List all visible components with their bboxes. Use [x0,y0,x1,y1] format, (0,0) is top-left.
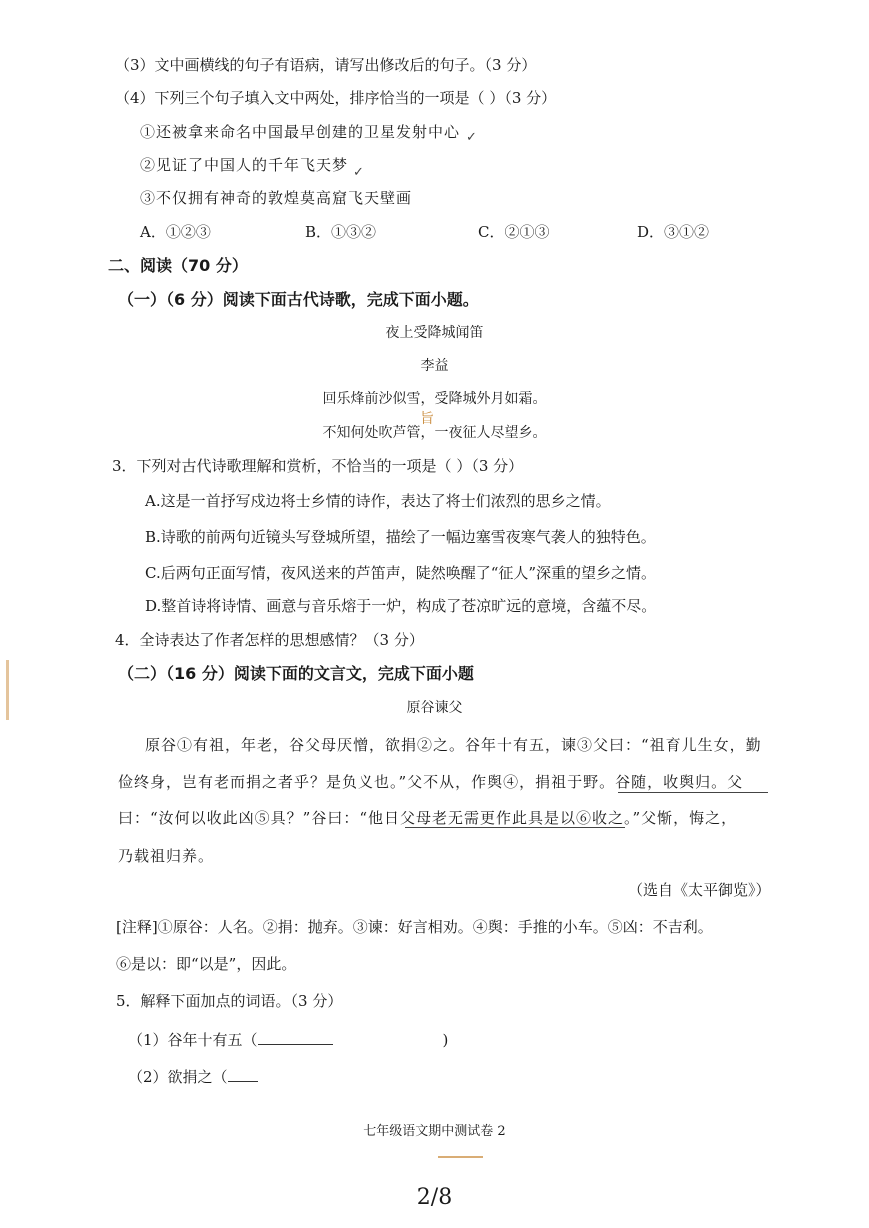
question-4-option-a: A．①②③ [140,223,211,241]
answer-blank[interactable] [228,1067,258,1082]
section-2-heading: 二、阅读（70 分） [108,256,248,275]
checkmark-icon: ✓ [466,130,477,145]
part-1-heading: （一）（6 分）阅读下面古代诗歌，完成下面小题。 [118,290,479,309]
question-5-item-2: （2）欲捐之（ [128,1067,258,1087]
poem-author: 李益 [420,358,449,374]
question-3-option-a: A.这是一首抒写戍边将士乡情的诗作，表达了将士们浓烈的思乡之情。 [145,492,611,510]
prose-title: 原谷谏父 [406,700,463,716]
page-number: 2/8 [416,1185,453,1210]
prose-line-4: 乃载祖归养。 [118,847,215,865]
poem-line-2: 不知何处吹芦管，一夜征人尽望乡。 [322,425,547,441]
prose-source: （选自《太平御览》） [628,881,771,899]
question-4-stem: （4）下列三个句子填入文中两处，排序恰当的一项是（ ）（3 分） [115,89,557,107]
question-4-option-c: C．②①③ [478,223,550,241]
sentence-underline [405,827,625,828]
question-3-partial: （3）文中画横线的句子有语病，请写出修改后的句子。（3 分） [115,56,537,74]
poem-line-1: 回乐烽前沙似雪，受降城外月如霜。 [322,391,547,407]
scan-ink-mark [438,1150,483,1158]
question-3-option-b: B.诗歌的前两句近镜头写登城所望，描绘了一幅边塞雪夜寒气袭人的独特色。 [145,528,656,546]
question-4-option-b: B．①③② [305,223,377,241]
checkmark-icon: ✓ [353,165,364,180]
question-4-item-3: ③不仅拥有神奇的敦煌莫高窟飞天壁画 [140,189,413,207]
question-4-poem: 4．全诗表达了作者怎样的思想感情？（3 分） [115,631,424,649]
question-4-item-1: ①还被拿来命名中国最早创建的卫星发射中心 [140,123,461,141]
question-4-option-d: D．③①② [637,223,710,241]
question-3-option-c: C.后两句正面写情，夜风送来的芦笛声，陡然唤醒了“征人”深重的望乡之情。 [145,564,657,582]
exam-footer-title: 七年级语文期中测试卷 2 [363,1124,506,1139]
prose-line-1: 原谷①有祖，年老，谷父母厌憎，欲捐②之。谷年十有五，谏③父曰：“祖育儿生女，勤 [145,736,762,754]
annotation-line-2: ⑥是以：即“以是”，因此。 [116,955,297,973]
question-3-option-d: D.整首诗将诗情、画意与音乐熔于一炉，构成了苍凉旷远的意境，含蕴不尽。 [145,597,657,615]
annotation-line-1: [注释]①原谷：人名。②捐：抛弃。③谏：好言相劝。④舆：手推的小车。⑤凶：不吉利。 [116,918,713,936]
question-3-stem: 3．下列对古代诗歌理解和赏析，不恰当的一项是（ ）（3 分） [112,457,524,475]
handwritten-annotation: 旨 [420,411,434,427]
poem-title: 夜上受降城闻笛 [385,325,484,341]
question-5-item-1: （1）谷年十有五（ ) [128,1031,449,1049]
scan-margin-mark [6,660,9,720]
sentence-underline [618,792,768,793]
prose-line-3: 曰：“汝何以收此凶⑤具？”谷曰：“他日父母老无需更作此具是以⑥收之。”父惭，悔之， [118,809,738,827]
prose-line-2: 俭终身，岂有老而捐之者乎？是负义也。”父不从，作舆④，捐祖于野。谷随，收舆归。父 [118,773,744,791]
question-5-stem: 5．解释下面加点的词语。（3 分） [116,992,343,1010]
answer-blank[interactable] [258,1030,333,1045]
part-2-heading: （二）（16 分）阅读下面的文言文，完成下面小题 [118,664,474,683]
question-4-item-2: ②见证了中国人的千年飞天梦 [140,156,349,174]
